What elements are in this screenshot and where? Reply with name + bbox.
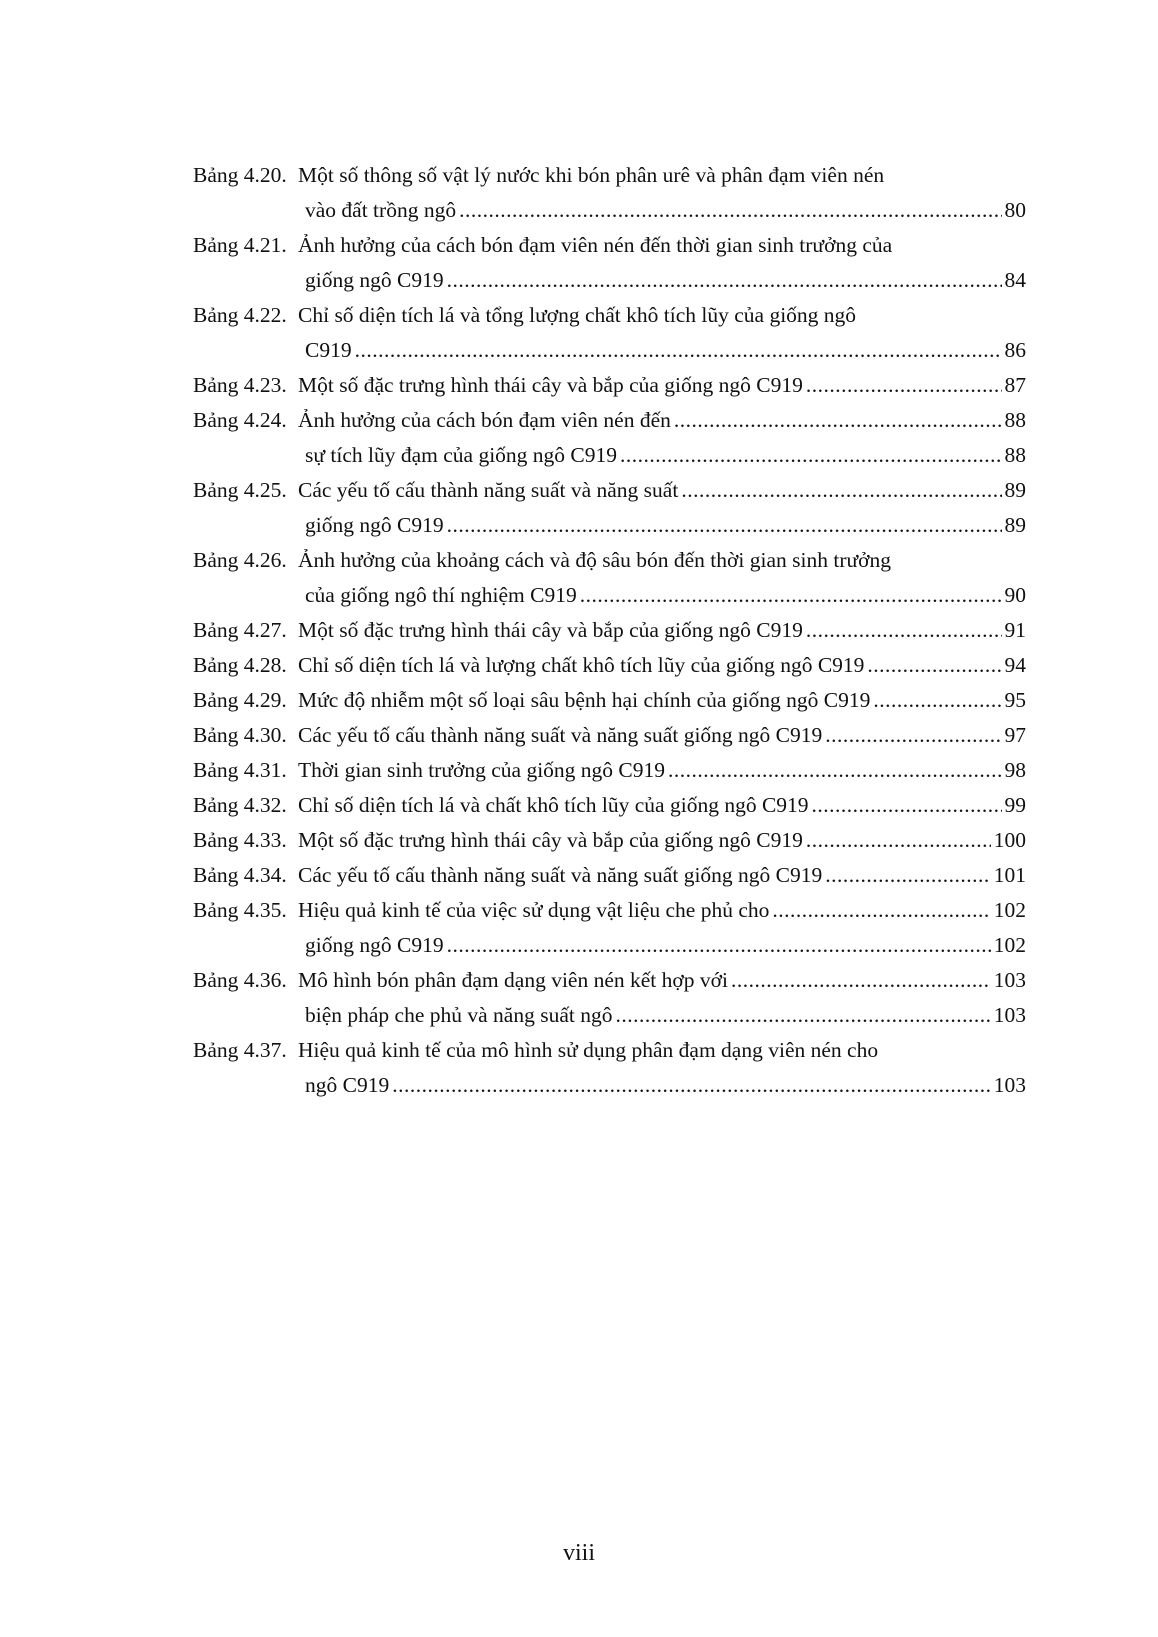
table-label: Bảng 4.37. xyxy=(193,1038,287,1062)
table-title: Ảnh hưởng của khoảng cách và độ sâu bón đến thời gian sinh trưởng xyxy=(298,548,892,572)
table-title: Các yếu tố cấu thành năng suất và năng suất giống ngô C919 xyxy=(298,723,823,747)
table-label: Bảng 4.29. xyxy=(193,688,287,712)
table-label: Bảng 4.24. xyxy=(193,408,287,432)
table-title: biện pháp che phủ và năng suất ngô xyxy=(305,1003,613,1027)
toc-entry-line[interactable] xyxy=(193,263,1026,298)
toc-entry-line[interactable] xyxy=(193,718,1026,753)
page-ref: 80 xyxy=(1004,198,1026,222)
toc-entry-line[interactable] xyxy=(193,1068,1026,1103)
dot-leader xyxy=(806,368,1002,403)
toc-entry-line[interactable] xyxy=(193,543,1026,578)
page-ref: 91 xyxy=(1004,618,1026,642)
dot-leader xyxy=(867,648,1001,683)
toc-entry-line[interactable] xyxy=(193,193,1026,228)
toc-entry-line[interactable] xyxy=(193,473,1026,508)
table-label: Bảng 4.31. xyxy=(193,758,287,782)
page-ref: 94 xyxy=(1004,653,1026,677)
table-label: Bảng 4.30. xyxy=(193,723,287,747)
dot-leader xyxy=(355,333,1002,368)
toc-entry-line[interactable] xyxy=(193,403,1026,438)
page-ref: 88 xyxy=(1004,443,1026,467)
toc-entry-line[interactable] xyxy=(193,368,1026,403)
dot-leader xyxy=(447,508,1002,543)
dot-leader xyxy=(812,788,1002,823)
page-ref: 103 xyxy=(993,1003,1026,1027)
dot-leader xyxy=(392,1068,991,1103)
table-title: Một số thông số vật lý nước khi bón phân urê và phân đạm viên nén xyxy=(298,163,885,187)
page-ref: 89 xyxy=(1004,513,1026,537)
table-label: Bảng 4.28. xyxy=(193,653,287,677)
dot-leader xyxy=(772,893,990,928)
page-ref: 99 xyxy=(1004,793,1026,817)
toc-entry-line[interactable] xyxy=(193,788,1026,823)
table-title: Chỉ số diện tích lá và tổng lượng chất khô tích lũy của giống ngô xyxy=(298,303,857,327)
table-label: Bảng 4.35. xyxy=(193,898,287,922)
table-title: Một số đặc trưng hình thái cây và bắp của giống ngô C919 xyxy=(298,828,803,852)
page-number: viii xyxy=(562,1540,595,1566)
table-title: C919 xyxy=(305,338,352,362)
dot-leader xyxy=(731,963,991,998)
table-label: Bảng 4.23. xyxy=(193,373,287,397)
dot-leader xyxy=(674,403,1002,438)
table-title: Một số đặc trưng hình thái cây và bắp của giống ngô C919 xyxy=(298,618,803,642)
table-title: giống ngô C919 xyxy=(305,513,444,537)
page-ref: 98 xyxy=(1004,758,1026,782)
table-title: giống ngô C919 xyxy=(305,268,444,292)
toc-entry-line[interactable] xyxy=(193,858,1026,893)
dot-leader xyxy=(806,823,991,858)
table-label: Bảng 4.26. xyxy=(193,548,287,572)
toc-entry-line[interactable] xyxy=(193,578,1026,613)
page-ref: 103 xyxy=(993,1073,1026,1097)
page-ref: 95 xyxy=(1004,688,1026,712)
table-title: vào đất trồng ngô xyxy=(305,198,457,222)
page-ref: 84 xyxy=(1004,268,1026,292)
dot-leader xyxy=(447,928,991,963)
dot-leader xyxy=(825,858,990,893)
table-label: Bảng 4.25. xyxy=(193,478,287,502)
dot-leader xyxy=(668,753,1001,788)
toc-entry-line[interactable] xyxy=(193,928,1026,963)
toc-entry-line[interactable] xyxy=(193,438,1026,473)
table-title: Chỉ số diện tích lá và chất khô tích lũy của giống ngô C919 xyxy=(298,793,809,817)
table-label: Bảng 4.32. xyxy=(193,793,287,817)
dot-leader xyxy=(681,473,1001,508)
table-title: Các yếu tố cấu thành năng suất và năng suất xyxy=(298,478,679,502)
toc-entry-line[interactable] xyxy=(193,1033,1026,1068)
dot-leader xyxy=(620,438,1001,473)
table-title: của giống ngô thí nghiệm C919 xyxy=(305,583,577,607)
table-label: Bảng 4.21. xyxy=(193,233,287,257)
page-ref: 102 xyxy=(993,933,1026,957)
toc-entry-line[interactable] xyxy=(193,298,1026,333)
table-title: ngô C919 xyxy=(305,1073,390,1097)
page-ref: 86 xyxy=(1004,338,1026,362)
table-label: Bảng 4.36. xyxy=(193,968,287,992)
table-title: Ảnh hưởng của cách bón đạm viên nén đến xyxy=(298,408,671,432)
table-label: Bảng 4.27. xyxy=(193,618,287,642)
dot-leader xyxy=(825,718,1001,753)
dot-leader xyxy=(616,998,991,1033)
table-title: Mô hình bón phân đạm dạng viên nén kết hợp với xyxy=(298,968,728,992)
page-ref: 87 xyxy=(1004,373,1026,397)
dot-leader xyxy=(447,263,1002,298)
table-title: sự tích lũy đạm của giống ngô C919 xyxy=(305,443,618,467)
table-title: giống ngô C919 xyxy=(305,933,444,957)
page-ref: 102 xyxy=(993,898,1026,922)
page-ref: 101 xyxy=(993,863,1026,887)
toc-entry-line[interactable] xyxy=(193,823,1026,858)
table-label: Bảng 4.20. xyxy=(193,163,287,187)
table-title: Ảnh hưởng của cách bón đạm viên nén đến thời gian sinh trưởng của xyxy=(298,233,893,257)
toc-entry-line[interactable] xyxy=(193,998,1026,1033)
table-label: Bảng 4.33. xyxy=(193,828,287,852)
page-ref: 100 xyxy=(993,828,1026,852)
page-ref: 89 xyxy=(1004,478,1026,502)
page-ref: 90 xyxy=(1004,583,1026,607)
toc-entry-line[interactable] xyxy=(193,963,1026,998)
table-title: Hiệu quả kinh tế của mô hình sử dụng phân đạm dạng viên nén cho xyxy=(298,1038,879,1062)
page-ref: 88 xyxy=(1004,408,1026,432)
toc-entry-line[interactable] xyxy=(193,683,1026,718)
toc-entry-line[interactable] xyxy=(193,648,1026,683)
table-title: Hiệu quả kinh tế của việc sử dụng vật liệu che phủ cho xyxy=(298,898,770,922)
toc-entry-line[interactable] xyxy=(193,228,1026,263)
toc-entry-line[interactable] xyxy=(193,893,1026,928)
table-label: Bảng 4.22. xyxy=(193,303,287,327)
dot-leader xyxy=(873,683,1001,718)
toc-entry-line[interactable] xyxy=(193,508,1026,543)
toc-entry-line[interactable] xyxy=(193,333,1026,368)
table-title: Các yếu tố cấu thành năng suất và năng suất giống ngô C919 xyxy=(298,863,823,887)
table-title: Một số đặc trưng hình thái cây và bắp của giống ngô C919 xyxy=(298,373,803,397)
table-label: Bảng 4.34. xyxy=(193,863,287,887)
table-title: Thời gian sinh trưởng của giống ngô C919 xyxy=(298,758,666,782)
page-ref: 97 xyxy=(1004,723,1026,747)
toc-entry-line[interactable] xyxy=(193,753,1026,788)
dot-leader xyxy=(806,613,1002,648)
page-ref: 103 xyxy=(993,968,1026,992)
toc-entry-line[interactable] xyxy=(193,613,1026,648)
toc-entry-line[interactable] xyxy=(193,158,1026,193)
dot-leader xyxy=(459,193,1001,228)
dot-leader xyxy=(580,578,1002,613)
table-of-contents xyxy=(193,158,1026,1103)
table-title: Chỉ số diện tích lá và lượng chất khô tích lũy của giống ngô C919 xyxy=(298,653,865,677)
table-title: Mức độ nhiễm một số loại sâu bệnh hại chính của giống ngô C919 xyxy=(298,688,871,712)
